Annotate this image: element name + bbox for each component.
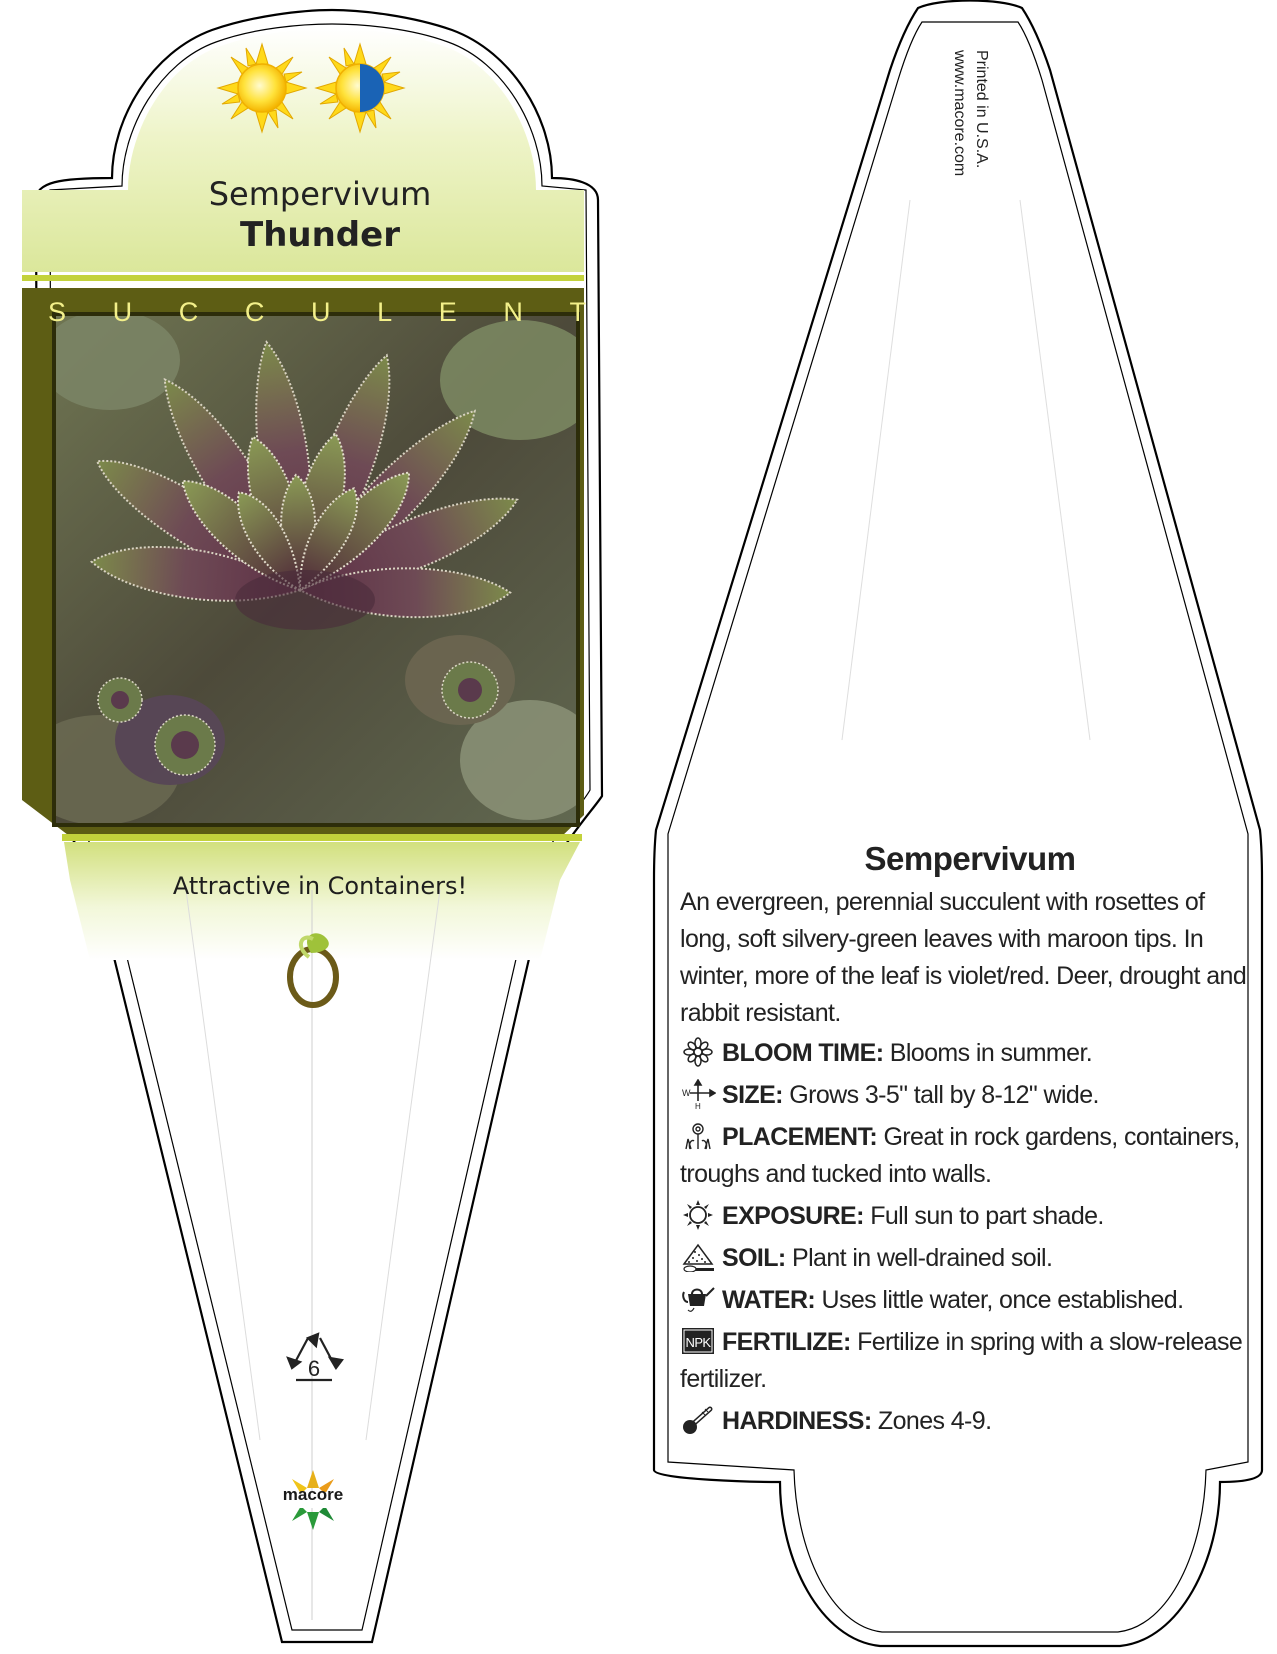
back-title: Sempervivum <box>864 840 1076 877</box>
care-label: HARDINESS: <box>722 1407 872 1435</box>
category-letter: N <box>503 297 525 327</box>
category-letter: C <box>244 297 267 327</box>
care-info <box>680 840 1260 1445</box>
printed-country: Printed in U.S.A. <box>973 50 990 169</box>
care-size <box>680 1077 1260 1114</box>
care-placement <box>680 1119 1260 1193</box>
care-label: WATER: <box>722 1286 816 1314</box>
care-label: PLACEMENT: <box>722 1123 878 1151</box>
care-label: BLOOM TIME: <box>722 1039 884 1067</box>
care-soil <box>680 1240 1260 1277</box>
svg-text:H: H <box>695 1102 701 1109</box>
thermometer-icon <box>680 1405 716 1435</box>
plant-description: An evergreen, perennial succulent with rosettes of long, soft silvery-green leaves with maroon tips. In winter, more of the leaf is violet/red. Deer, drought and rabbit resistant. <box>680 888 1247 1027</box>
soil-icon <box>680 1242 716 1272</box>
care-text: Zones 4-9. <box>871 1407 992 1435</box>
care-label: FERTILIZE: <box>722 1328 851 1356</box>
care-label: EXPOSURE: <box>722 1202 864 1230</box>
care-text: Uses little water, once established. <box>815 1286 1184 1314</box>
care-fertilize <box>680 1324 1260 1398</box>
recycle-number: 6 <box>307 1356 321 1381</box>
npk-icon <box>680 1326 716 1356</box>
plant-category <box>48 297 588 328</box>
care-exposure <box>680 1198 1260 1235</box>
tagline: Attractive in Containers! <box>172 872 468 900</box>
flower-icon <box>680 1037 716 1067</box>
category-letter: S <box>48 297 69 327</box>
category-letter: L <box>377 297 395 327</box>
plants-icon <box>680 1121 716 1151</box>
succulent-photo <box>20 310 600 825</box>
care-hardiness <box>680 1403 1260 1440</box>
care-label: SIZE: <box>722 1081 783 1109</box>
part-shade-icon <box>316 44 404 132</box>
full-sun-icon <box>218 44 306 132</box>
care-text: Grows 3-5" tall by 8-12" wide. <box>782 1081 1099 1109</box>
category-letter: C <box>178 297 201 327</box>
printed-info <box>948 50 992 240</box>
plant-cultivar: Thunder <box>240 215 400 255</box>
sun-outline-icon <box>680 1200 716 1230</box>
svg-text:NPK: NPK <box>685 1335 711 1350</box>
care-list <box>680 1035 1260 1440</box>
care-text: Fertilize in spring with a slow-release fertilizer. <box>680 1328 1243 1393</box>
watering-can-icon <box>680 1284 716 1314</box>
care-bloom-time <box>680 1035 1260 1072</box>
care-text: Full sun to part shade. <box>863 1202 1104 1230</box>
printed-website: www.macore.com <box>951 50 968 177</box>
plant-genus: Sempervivum <box>208 175 432 213</box>
care-text: Blooms in summer. <box>883 1039 1093 1067</box>
brand-name: macore <box>282 1485 344 1504</box>
size-arrows-icon <box>680 1079 716 1109</box>
category-letter: T <box>569 297 588 327</box>
care-water <box>680 1282 1260 1319</box>
category-letter: U <box>112 297 135 327</box>
category-letter: E <box>438 297 459 327</box>
care-text: Great in rock gardens, containers, troughs and tucked into walls. <box>680 1123 1240 1188</box>
category-letter: U <box>310 297 333 327</box>
svg-text:W: W <box>682 1088 690 1098</box>
care-label: SOIL: <box>722 1244 786 1272</box>
care-text: Plant in well-drained soil. <box>785 1244 1053 1272</box>
